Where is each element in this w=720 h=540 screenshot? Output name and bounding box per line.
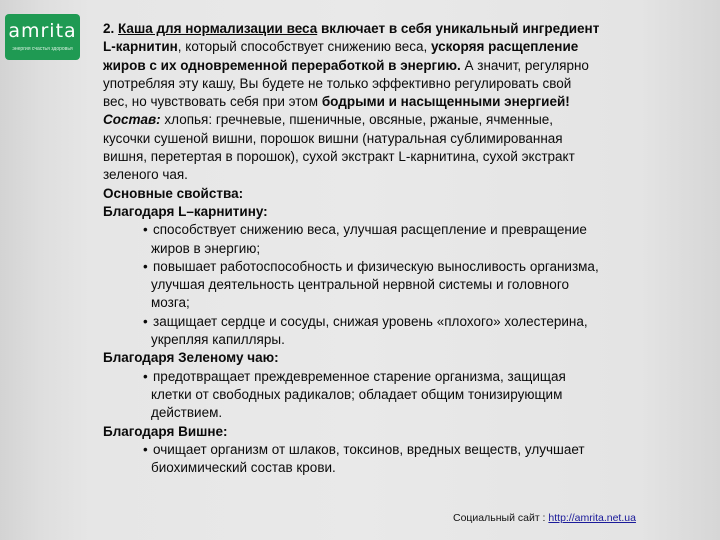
product-description xyxy=(103,20,713,477)
bullet-item xyxy=(103,368,713,386)
item-line-5-text: вес, но чувствовать себя при этом xyxy=(103,94,322,110)
bullet-item xyxy=(103,441,713,459)
item-accel-2: жиров с их одновременной переработкой в энергию. xyxy=(103,57,461,73)
bullet-item xyxy=(103,221,713,239)
logo-tagline: энергия счастья здоровья xyxy=(12,46,73,52)
bullet-text: повышает работоспособность и физическую выносливость организма, xyxy=(153,258,599,274)
item-accel-1: ускоряя расщепление xyxy=(431,39,579,55)
bullet-continuation: жиров в энергию; xyxy=(151,240,261,256)
footer-social-site xyxy=(453,512,636,524)
bullet-icon: • xyxy=(143,313,148,329)
bullet-item xyxy=(103,258,713,276)
bullet-icon: • xyxy=(143,222,148,238)
item-tail: А значит, регулярно xyxy=(460,57,589,73)
bullet-text: защищает сердце и сосуды, снижая уровень «плохого» холестерина, xyxy=(153,313,588,329)
group-heading-carnitine: Благодаря L–карнитину: xyxy=(103,203,268,219)
bullet-continuation: клетки от свободных радикалов; обладает общим тонизирующим xyxy=(151,386,563,402)
bullet-text: очищает организм от шлаков, токсинов, вредных веществ, улучшает xyxy=(153,441,585,457)
logo-wordmark: amrita xyxy=(8,20,77,42)
amrita-logo xyxy=(5,14,80,60)
footer-label: Социальный сайт : xyxy=(453,512,549,524)
group-heading-cherry: Благодаря Вишне: xyxy=(103,423,228,439)
bullet-icon: • xyxy=(143,441,148,457)
composition-line-1 xyxy=(103,111,713,129)
group-heading-green-tea: Благодаря Зеленому чаю: xyxy=(103,350,279,366)
item-mid: , который способствует снижению веса, xyxy=(177,39,431,55)
composition-label: Состав: xyxy=(103,112,161,128)
bullet-icon: • xyxy=(143,368,148,384)
bullet-continuation: действием. xyxy=(151,405,223,421)
bullet-continuation: биохимический состав крови. xyxy=(151,460,336,476)
item-number: 2. xyxy=(103,21,115,36)
item-line-5-bold: бодрыми и насыщенными энергией! xyxy=(321,94,570,110)
composition-line-2: кусочки сушеной вишни, порошок вишни (натуральная сублимированная xyxy=(103,130,563,146)
item-line-5 xyxy=(103,93,713,111)
item-line-2 xyxy=(103,38,713,56)
item-lead: включает в себя уникальный ингредиент xyxy=(317,21,600,36)
bullet-continuation: мозга; xyxy=(151,295,190,311)
composition-text: хлопья: гречневые, пшеничные, овсяные, ржаные, ячменные, xyxy=(160,112,554,128)
item-line-1 xyxy=(103,20,713,38)
item-line-3 xyxy=(103,57,713,75)
composition-line-3: вишня, перетертая в порошок), сухой экстракт L-карнитина, сухой экстракт xyxy=(103,149,575,165)
carnitine-term: L-карнитин xyxy=(103,39,178,55)
bullet-text: способствует снижению веса, улучшая расщепление и превращение xyxy=(153,222,587,238)
composition-line-4: зеленого чая. xyxy=(103,167,188,183)
bullet-icon: • xyxy=(143,258,148,274)
bullet-continuation: улучшая деятельность центральной нервной системы и головного xyxy=(151,277,569,293)
bullet-item xyxy=(103,313,713,331)
item-line-4: употребляя эту кашу, Вы будете не только эффективно регулировать свой xyxy=(103,75,572,91)
bullet-continuation: укрепляя капилляры. xyxy=(151,332,285,348)
item-subject: Каша для нормализации веса xyxy=(118,21,318,36)
bullet-text: предотвращает преждевременное старение организма, защищая xyxy=(153,368,566,384)
properties-heading: Основные свойства: xyxy=(103,185,244,201)
footer-site-link[interactable]: http://amrita.net.ua xyxy=(548,512,636,524)
